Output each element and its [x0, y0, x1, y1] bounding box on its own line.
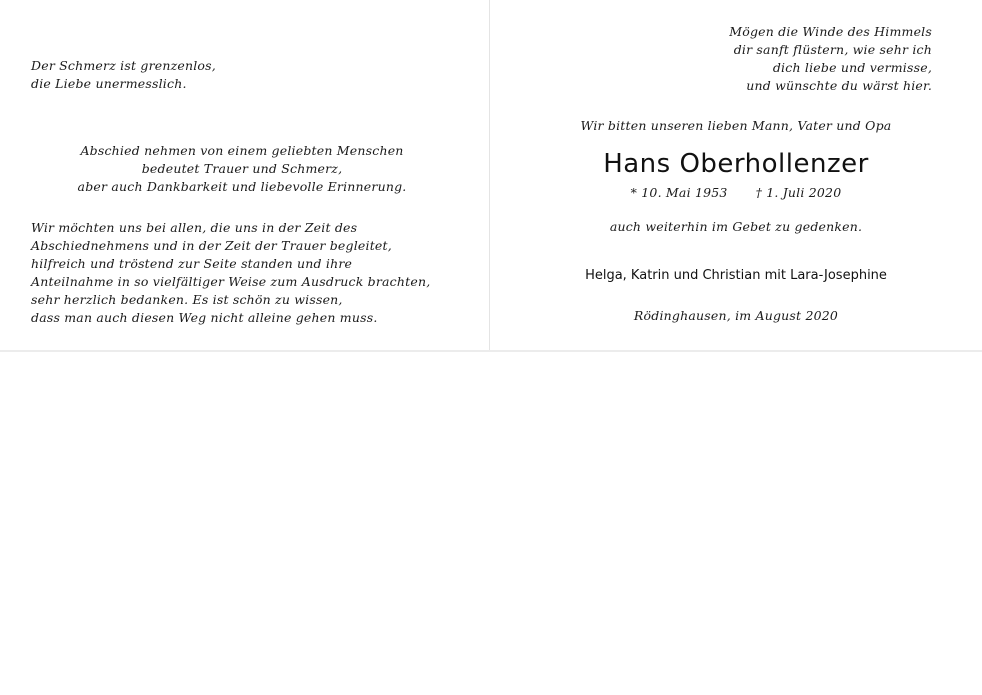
farewell-line: bedeutet Trauer und Schmerz,	[141, 161, 343, 176]
card-edge	[0, 350, 982, 352]
thanks-paragraph	[31, 219, 430, 327]
death-date: † 1. Juli 2020	[755, 185, 842, 200]
quote-line: dir sanft flüstern, wie sehr ich	[733, 42, 932, 57]
farewell-line: Abschied nehmen von einem geliebten Menschen	[80, 143, 404, 158]
life-dates	[490, 184, 982, 202]
thanks-line: sehr herzlich bedanken. Es ist schön zu wissen,	[31, 292, 343, 307]
quote-line: Der Schmerz ist grenzenlos,	[31, 58, 216, 73]
quote-line: dich liebe und vermisse,	[772, 60, 932, 75]
thanks-line: dass man auch diesen Weg nicht alleine gehen muss.	[31, 310, 378, 325]
quote-line: die Liebe unermesslich.	[31, 76, 187, 91]
farewell-line: aber auch Dankbarkeit und liebevolle Erinnerung.	[77, 179, 407, 194]
family-signature: Helga, Katrin und Christian mit Lara-Josephine	[585, 268, 887, 283]
thanks-line: hilfreich und tröstend zur Seite standen und ihre	[31, 256, 353, 271]
farewell-text	[32, 142, 452, 196]
right-quote	[640, 23, 932, 95]
quote-line: und wünschte du wärst hier.	[746, 78, 932, 93]
place-date: Rödinghausen, im August 2020	[633, 308, 839, 323]
left-quote	[31, 57, 216, 93]
thanks-line: Wir möchten uns bei allen, die uns in der Zeit des	[31, 220, 358, 235]
prayer-line: auch weiterhin im Gebet zu gedenken.	[609, 219, 863, 234]
quote-line: Mögen die Winde des Himmels	[729, 24, 932, 39]
deceased-name: Hans Oberhollenzer	[603, 149, 869, 179]
thanks-line: Abschiednehmens und in der Zeit der Trauer begleitet,	[31, 238, 392, 253]
request-line: Wir bitten unseren lieben Mann, Vater und Opa	[580, 118, 892, 133]
thanks-line: Anteilnahme in so vielfältiger Weise zum Ausdruck brachten,	[31, 274, 431, 289]
birth-date: * 10. Mai 1953	[630, 185, 728, 200]
